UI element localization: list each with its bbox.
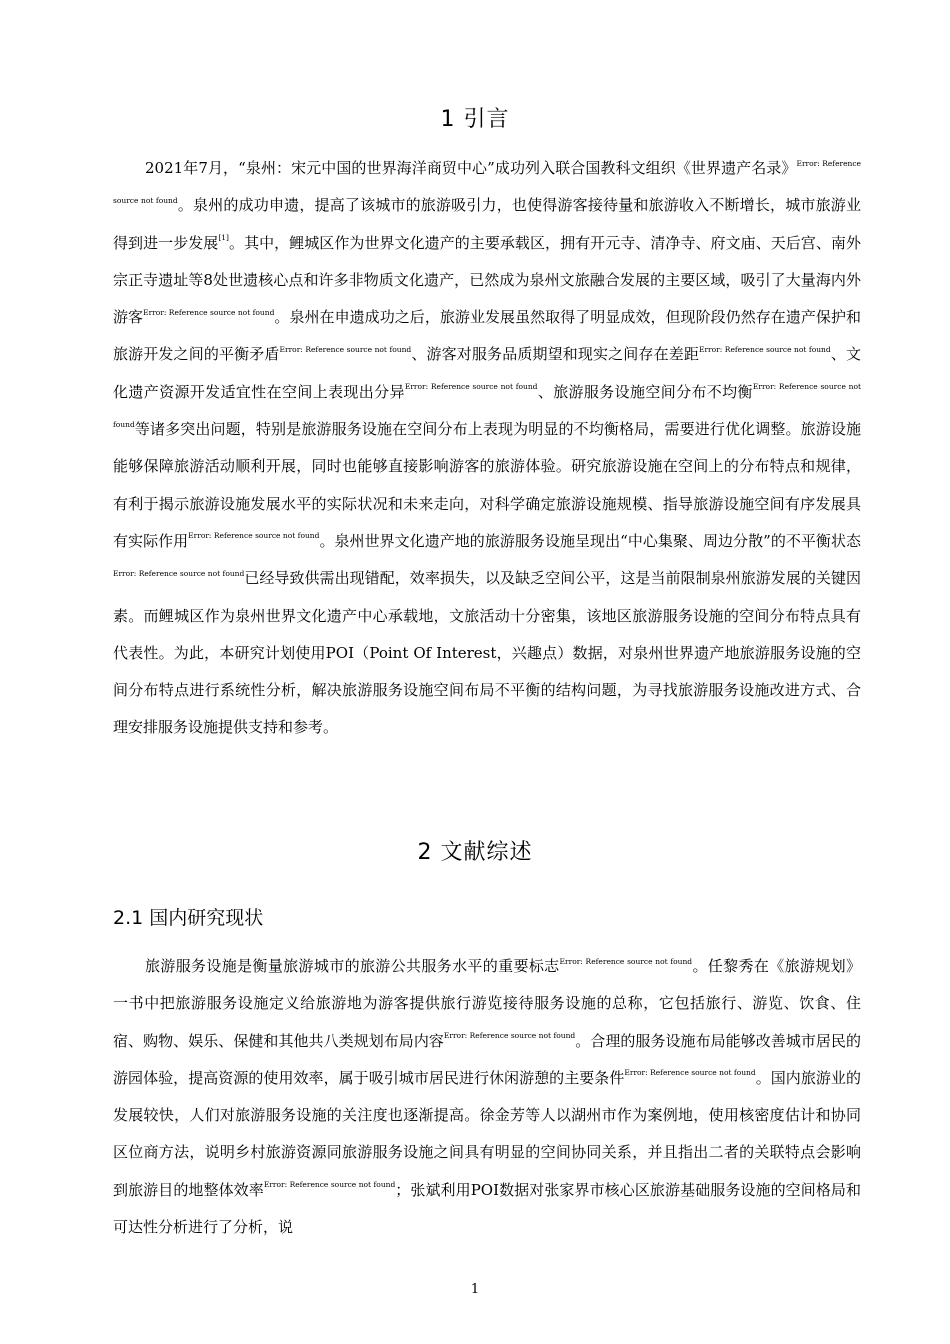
citation-error: Error: Reference source not found — [443, 1031, 576, 1041]
citation-error: Error: Reference source not found — [113, 158, 861, 205]
citation-error: Error: Reference source not found — [263, 1180, 396, 1190]
intro-text-10: 已经导致供需出现错配，效率损失，以及缺乏空间公平，这是当前限制泉州旅游发展的关键因素。而鲤城区作为泉州世界文化遗产中心承载地，文旅活动十分密集，该地区旅游服务设施的空间分布特点具有代表性。为此，本研究计划使用POI（Point Of Interest，兴趣点）数据，对泉州世界遗产地旅游服务设施的空间分布特点进行系统性分析，解决旅游服务设施空间布局不平衡的结构问题，为寻找旅游服务设施改进方式、合理安排服务设施提供支持和参考。 — [113, 569, 861, 737]
section-heading-introduction: 1 引言 — [440, 107, 510, 132]
citation-error: Error: Reference source not found — [559, 956, 693, 966]
review-text-2: 。任黎秀在《旅游规划》一书中把旅游服务设施定义给旅游地为游客提供旅行游览接待服务设施的总称，它包括旅行、游览、饮食、住宿、购物、娱乐、保健和其他共八类规划布局内容 — [113, 957, 861, 1050]
intro-text-4: 。泉州在申遗成功之后，旅游业发展虽然取得了明显成效，但现阶段仍然存在遗产保护和旅游开发之间的平衡矛盾 — [113, 308, 861, 364]
intro-text-9: 。泉州世界文化遗产地的旅游服务设施呈现出“中心集聚、周边分散”的不平衡状态 — [319, 531, 861, 550]
review-text-3: 。合理的服务设施布局能够改善城市居民的游园体验，提高资源的使用效率，属于吸引城市居民进行休闲游憩的主要条件 — [113, 1031, 861, 1087]
review-text-4: 。国内旅游业的发展较快，人们对旅游服务设施的关注度也逐渐提高。徐金芳等人以湖州市作为案例地，使用核密度估计和协同区位商方法，说明乡村旅游资源同旅游服务设施之间具有明显的空间协同关系，并且指出二者的关联特点会影响到旅游目的地整体效率 — [113, 1068, 861, 1199]
citation-error: Error: Reference source not found — [143, 307, 275, 317]
citation-error: Error: Reference source not found — [624, 1068, 756, 1078]
review-text-5: ；张斌利用POI数据对张家界市核心区旅游基础服务设施的空间格局和可达性分析进行了分析，说 — [113, 1180, 861, 1237]
intro-text-2: 。泉州的成功申遗，提高了该城市的旅游吸引力，也使得游客接待量和旅游收入不断增长，城市旅游业得到进一步发展 — [113, 196, 861, 252]
intro-text-7: 、旅游服务设施空间分布不均衡 — [537, 382, 753, 401]
intro-text-1: 2021年7月，“泉州：宋元中国的世界海洋商贸中心”成功列入联合国教科文组织《世界遗产名录》 — [145, 159, 797, 177]
intro-text-3: 。其中，鲤城区作为世界文化遗产的主要承载区，拥有开元寺、清净寺、府文庙、天后宫、南外宗正寺遗址等8处世遗核心点和许多非物质文化遗产，已然成为泉州文旅融合发展的主要区域，吸引了大量海内外游客 — [113, 233, 861, 327]
citation-error: Error: Reference source not found — [404, 382, 538, 392]
citation-error: Error: Reference source not found — [113, 382, 861, 429]
page-number: 1 — [470, 1282, 480, 1297]
intro-text-8: 等诸多突出问题，特别是旅游服务设施在空间分布上表现为明显的不均衡格局，需要进行优化调整。旅游设施能够保障旅游活动顺利开展，同时也能够直接影响游客的旅游体验。研究旅游设施在空间上的分布特点和规律，有利于揭示旅游设施发展水平的实际状况和未来走向，对科学确定旅游设施规模、指导旅游设施空间有序发展具有实际作用 — [113, 420, 861, 550]
citation-error: Error: Reference source not found — [279, 344, 412, 354]
review-text-1: 旅游服务设施是衡量旅游城市的旅游公共服务水平的重要标志 — [145, 957, 560, 975]
subsection-heading-domestic-research: 2.1 国内研究现状 — [113, 907, 264, 929]
intro-text-6: 、文化遗产资源开发适宜性在空间上表现出分异 — [113, 345, 861, 401]
intro-paragraph — [113, 150, 861, 747]
review-paragraph — [113, 948, 861, 1246]
section-heading-literature-review: 2 文献综述 — [417, 840, 533, 865]
intro-text-5: 、游客对服务品质期望和现实之间存在差距 — [411, 345, 699, 364]
citation-ref-1: [1] — [218, 233, 229, 243]
citation-error: Error: Reference source not found — [699, 344, 831, 354]
citation-error: Error: Reference source not found — [188, 531, 320, 541]
citation-error: Error: Reference source not found — [113, 568, 245, 578]
